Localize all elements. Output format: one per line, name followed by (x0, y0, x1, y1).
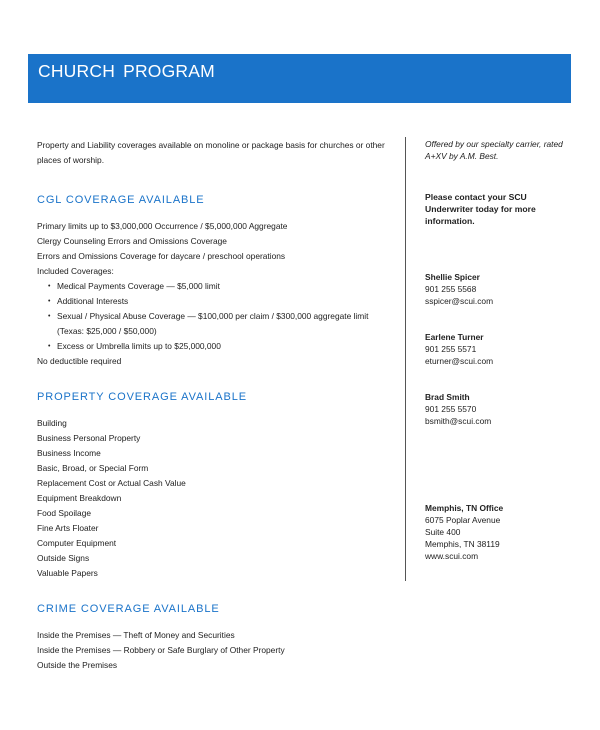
contact-card (425, 331, 575, 367)
title-banner (28, 54, 571, 103)
cgl-line: Primary limits up to $3,000,000 Occurrence / $5,000,000 Aggregate (37, 221, 288, 231)
sidebar (425, 138, 575, 562)
contact-email[interactable]: eturner@scui.com (425, 356, 494, 366)
column-divider (405, 137, 406, 581)
contact-card (425, 271, 575, 307)
list-item: Computer Equipment (37, 538, 117, 548)
list-item: • Sexual / Physical Abuse Coverage — $100,000 per claim / $300,000 aggregate limit (Texas: $25,000 / $50,000) (48, 309, 392, 339)
contact-email[interactable]: bsmith@scui.com (425, 416, 492, 426)
list-item: Valuable Papers (37, 568, 98, 578)
office-website[interactable]: www.scui.com (425, 551, 479, 561)
list-item: Food Spoilage (37, 508, 92, 518)
page-title: CHURCH PROGRAM (38, 61, 215, 81)
list-item: Building (37, 418, 67, 428)
intro-text: Property and Liability coverages available on monoline or package basis for churches or other places of worship. (37, 140, 385, 165)
cgl-line: Clergy Counseling Errors and Omissions Coverage (37, 236, 227, 246)
list-item: • Medical Payments Coverage — $5,000 limit (48, 279, 392, 294)
list-item: • Excess or Umbrella limits up to $25,000,000 (48, 339, 392, 354)
office-city: Memphis, TN 38119 (425, 539, 500, 549)
office-address-line: 6075 Poplar Avenue (425, 515, 501, 525)
cgl-line: Included Coverages: (37, 266, 114, 276)
main-content (37, 138, 392, 673)
contact-phone: 901 255 5571 (425, 344, 477, 354)
crime-heading: CRIME COVERAGE AVAILABLE (37, 603, 220, 615)
list-item: Replacement Cost or Actual Cash Value (37, 478, 186, 488)
contact-phone: 901 255 5568 (425, 284, 477, 294)
property-list (37, 416, 392, 581)
contact-name: Earlene Turner (425, 332, 484, 342)
cgl-footer: No deductible required (37, 356, 122, 366)
included-coverages-list (37, 279, 392, 354)
property-heading: PROPERTY COVERAGE AVAILABLE (37, 391, 247, 403)
list-item: Fine Arts Floater (37, 523, 99, 533)
contact-phone: 901 255 5570 (425, 404, 477, 414)
list-item: Business Personal Property (37, 433, 141, 443)
office-name: Memphis, TN Office (425, 503, 504, 513)
cgl-heading: CGL COVERAGE AVAILABLE (37, 194, 205, 206)
contact-cta: Please contact your SCU Underwriter today for more information. (425, 192, 536, 226)
list-item: Basic, Broad, or Special Form (37, 463, 149, 473)
cgl-section (37, 219, 392, 369)
list-item: • Additional Interests (48, 294, 392, 309)
crime-list (37, 628, 392, 673)
contact-name: Shellie Spicer (425, 272, 480, 282)
list-item: Business Income (37, 448, 101, 458)
contact-name: Brad Smith (425, 392, 470, 402)
contact-card (425, 391, 575, 427)
list-item: Outside the Premises (37, 660, 118, 670)
contact-email[interactable]: sspicer@scui.com (425, 296, 494, 306)
list-item: Equipment Breakdown (37, 493, 122, 503)
carrier-note: Offered by our specialty carrier, rated A+XV by A.M. Best. (425, 139, 563, 161)
list-item: Inside the Premises — Robbery or Safe Burglary of Other Property (37, 645, 285, 655)
office-card (425, 502, 575, 562)
list-item: Outside Signs (37, 553, 90, 563)
cgl-line: Errors and Omissions Coverage for daycare / preschool operations (37, 251, 286, 261)
list-item: Inside the Premises — Theft of Money and Securities (37, 630, 235, 640)
office-address-line: Suite 400 (425, 527, 461, 537)
